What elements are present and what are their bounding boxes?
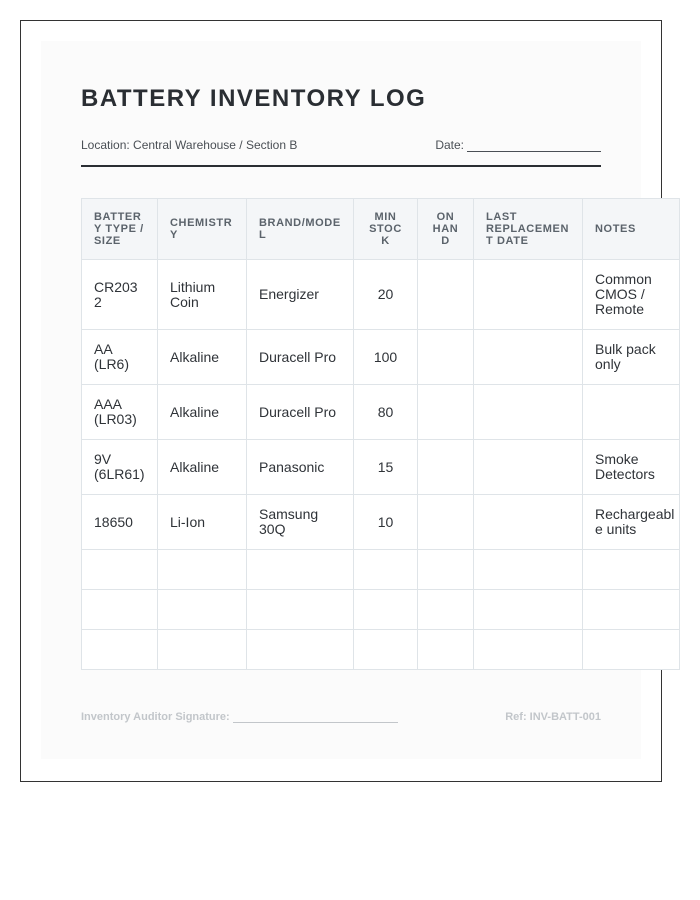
col-header-last-replacement: LAST REPLACEMENT DATE (474, 199, 583, 260)
cell-chemistry: Alkaline (158, 330, 247, 385)
cell-on-hand (418, 260, 474, 330)
blank-cell-notes (583, 590, 680, 630)
cell-brand-model: Duracell Pro (247, 385, 354, 440)
cell-brand-model: Energizer (247, 260, 354, 330)
blank-cell-last-replacement (474, 550, 583, 590)
cell-on-hand (418, 440, 474, 495)
cell-min-stock: 100 (354, 330, 418, 385)
blank-cell-brand-model (247, 590, 354, 630)
cell-min-stock: 20 (354, 260, 418, 330)
cell-type-size: 18650 (82, 495, 158, 550)
blank-cell-chemistry (158, 590, 247, 630)
table-row (82, 385, 680, 440)
inventory-table (81, 198, 680, 670)
meta-row (81, 138, 601, 154)
blank-cell-brand-model (247, 630, 354, 670)
blank-cell-on-hand (418, 590, 474, 630)
cell-on-hand (418, 385, 474, 440)
cell-brand-model: Duracell Pro (247, 330, 354, 385)
signature-label: Inventory Auditor Signature: (81, 711, 230, 723)
cell-chemistry: Alkaline (158, 385, 247, 440)
blank-cell-type-size (82, 550, 158, 590)
cell-notes (583, 385, 680, 440)
cell-notes: Common CMOS / Remote (583, 260, 680, 330)
col-header-brand-model: BRAND/MODEL (247, 199, 354, 260)
cell-notes: Smoke Detectors (583, 440, 680, 495)
blank-cell-type-size (82, 630, 158, 670)
cell-type-size: CR2032 (82, 260, 158, 330)
cell-on-hand (418, 495, 474, 550)
blank-cell-min-stock (354, 630, 418, 670)
header-divider (81, 165, 601, 167)
cell-min-stock: 15 (354, 440, 418, 495)
table-row (82, 330, 680, 385)
table-row (82, 495, 680, 550)
auditor-signature-field (81, 711, 398, 723)
cell-type-size: AA (LR6) (82, 330, 158, 385)
document-frame (20, 20, 675, 782)
col-header-type-size: BATTERY TYPE / SIZE (82, 199, 158, 260)
blank-table-row (82, 550, 680, 590)
cell-notes: Bulk pack only (583, 330, 680, 385)
cell-last-replacement (474, 330, 583, 385)
cell-min-stock: 80 (354, 385, 418, 440)
blank-cell-min-stock (354, 590, 418, 630)
cell-chemistry: Lithium Coin (158, 260, 247, 330)
cell-min-stock: 10 (354, 495, 418, 550)
cell-notes: Rechargeable units (583, 495, 680, 550)
col-header-notes: NOTES (583, 199, 680, 260)
blank-cell-chemistry (158, 550, 247, 590)
signature-blank-line (233, 711, 398, 723)
blank-cell-on-hand (418, 630, 474, 670)
location-label: Location: Central Warehouse / Section B (81, 138, 298, 152)
blank-cell-last-replacement (474, 590, 583, 630)
document-title: BATTERY INVENTORY LOG (81, 85, 427, 112)
col-header-min-stock: MIN STOCK (354, 199, 418, 260)
cell-chemistry: Li-Ion (158, 495, 247, 550)
date-blank-line (467, 139, 601, 152)
blank-cell-notes (583, 550, 680, 590)
col-header-on-hand: ON HAND (418, 199, 474, 260)
cell-type-size: 9V (6LR61) (82, 440, 158, 495)
cell-last-replacement (474, 495, 583, 550)
table-header-row (82, 199, 680, 260)
blank-cell-chemistry (158, 630, 247, 670)
cell-brand-model: Panasonic (247, 440, 354, 495)
blank-cell-min-stock (354, 550, 418, 590)
reference-code: Ref: INV-BATT-001 (505, 711, 601, 723)
blank-cell-on-hand (418, 550, 474, 590)
cell-chemistry: Alkaline (158, 440, 247, 495)
date-field (435, 138, 601, 152)
blank-cell-type-size (82, 590, 158, 630)
table-body (82, 260, 680, 670)
blank-cell-last-replacement (474, 630, 583, 670)
blank-table-row (82, 590, 680, 630)
cell-last-replacement (474, 260, 583, 330)
blank-cell-brand-model (247, 550, 354, 590)
cell-type-size: AAA (LR03) (82, 385, 158, 440)
table-row (82, 440, 680, 495)
blank-table-row (82, 630, 680, 670)
cell-brand-model: Samsung 30Q (247, 495, 354, 550)
date-label: Date: (435, 138, 464, 152)
cell-last-replacement (474, 440, 583, 495)
cell-last-replacement (474, 385, 583, 440)
cell-on-hand (418, 330, 474, 385)
inventory-sheet (41, 41, 675, 759)
blank-cell-notes (583, 630, 680, 670)
col-header-chemistry: CHEMISTRY (158, 199, 247, 260)
table-row (82, 260, 680, 330)
